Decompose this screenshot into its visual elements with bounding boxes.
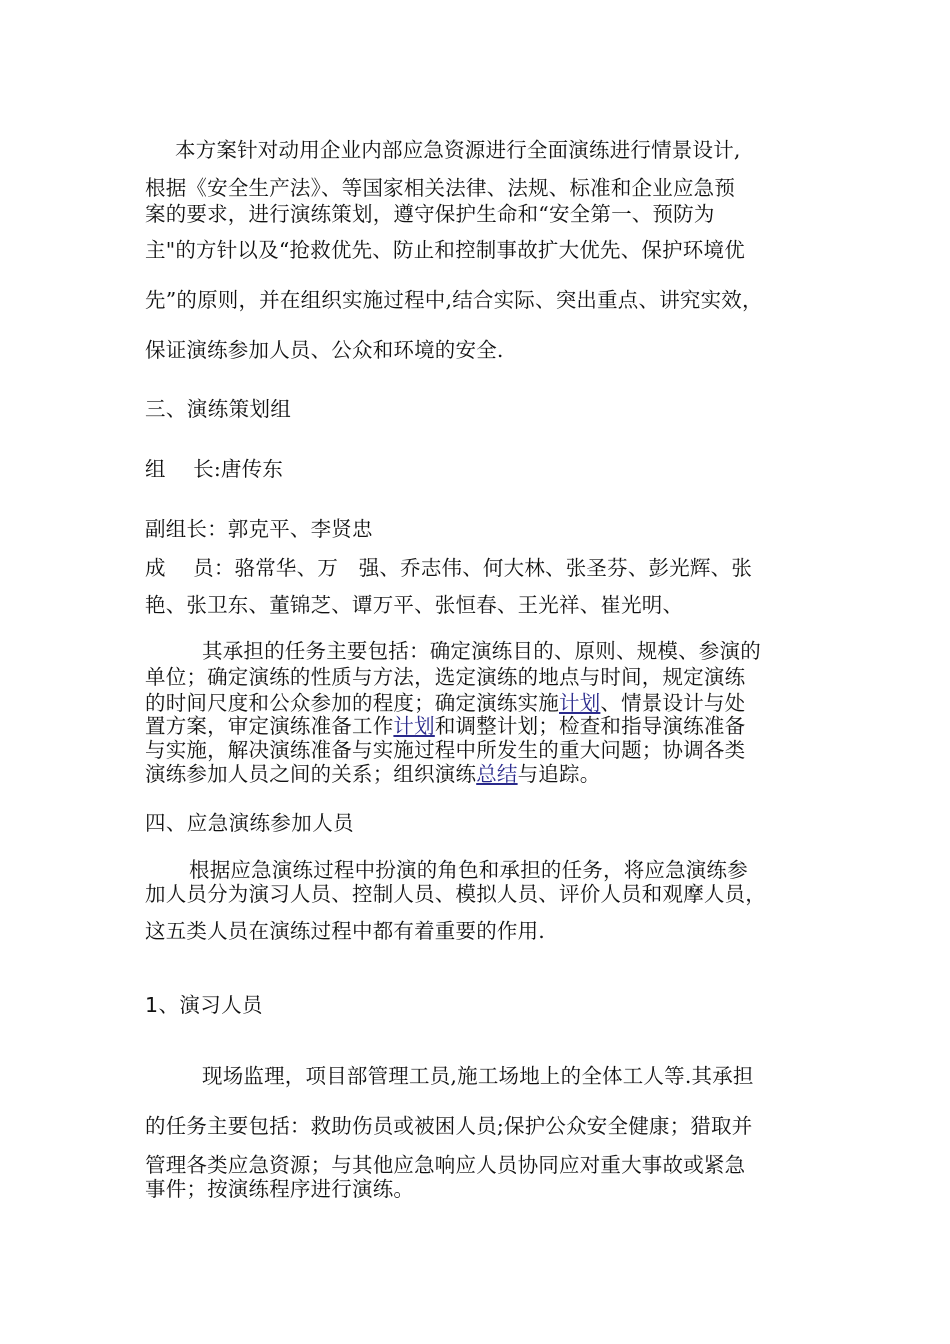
intro-line-5: 先”的原则，并在组织实施过程中,结合实际、突出重点、讲究实效， <box>145 288 763 312</box>
subsection-1-number: 1 <box>145 993 159 1017</box>
section-4-line-2: 加人员分为演习人员、控制人员、模拟人员、评价人员和观摩人员， <box>145 882 766 906</box>
plan-link[interactable]: 计划 <box>559 691 601 715</box>
subsection-1-line-3: 管理各类应急资源；与其他应急响应人员协同应对重大事故或紧急 <box>145 1153 746 1177</box>
subsection-1-label: 、演习人员 <box>158 993 263 1017</box>
subsection-1-line-4: 事件；按演练程序进行演练。 <box>145 1177 415 1201</box>
tasks-line-6 <box>145 761 600 787</box>
group-leader: 组 长:唐传东 <box>145 457 284 481</box>
intro-line-3: 案的要求，进行演练策划，遵守保护生命和“安全第一、预防为 <box>145 202 715 226</box>
members-line-1: 成 员：骆常华、万 强、乔志伟、何大林、张圣芬、彭光辉、张 <box>145 556 753 580</box>
tasks-line-1: 其承担的任务主要包括：确定演练目的、原则、规模、参演的 <box>202 639 761 663</box>
tasks-line-2: 单位；确定演练的性质与方法，选定演练的地点与时间，规定演练 <box>145 665 746 689</box>
tasks-line-4-tail: 和调整计划；检查和指导演练准备 <box>434 714 746 738</box>
deputy-leader: 副组长：郭克平、李贤忠 <box>145 517 373 541</box>
members-line-2: 艳、张卫东、董锦芝、谭万平、张恒春、王光祥、崔光明、 <box>145 593 684 617</box>
tasks-line-4-text: 置方案，审定演练准备工作 <box>145 714 394 738</box>
plan-link-2[interactable]: 计划 <box>393 714 435 738</box>
subsection-1-title <box>145 992 263 1018</box>
section-3-title: 三、演练策划组 <box>145 397 292 421</box>
section-4-line-3: 这五类人员在演练过程中都有着重要的作用. <box>145 919 546 943</box>
tasks-line-5: 与实施，解决演练准备与实施过程中所发生的重大问题；协调各类 <box>145 738 746 762</box>
intro-line-6: 保证演练参加人员、公众和环境的安全. <box>145 338 504 362</box>
subsection-1-line-2: 的任务主要包括：救助伤员或被困人员;保护公众安全健康；猎取并 <box>145 1114 753 1138</box>
tasks-line-6-text: 演练参加人员之间的关系；组织演练 <box>145 762 477 786</box>
summary-link[interactable]: 总结 <box>476 762 518 786</box>
section-4-title: 四、应急演练参加人员 <box>145 811 354 835</box>
tasks-line-3-text: 的时间尺度和公众参加的程度；确定演练实施 <box>145 691 559 715</box>
tasks-line-4 <box>145 713 745 739</box>
tasks-line-3-tail: 、情景设计与处 <box>600 691 746 715</box>
intro-line-2: 根据《安全生产法》、等国家相关法律、法规、标准和企业应急预 <box>145 176 736 200</box>
section-4-line-1: 根据应急演练过程中扮演的角色和承担的任务，将应急演练参 <box>189 858 748 882</box>
subsection-1-line-1: 现场监理，项目部管理工员,施工场地上的全体工人等.其承担 <box>202 1064 754 1088</box>
intro-line-4: 主"的方针以及“抢救优先、防止和控制事故扩大优先、保护环境优 <box>145 238 745 262</box>
tasks-line-6-tail: 与追踪。 <box>517 762 601 786</box>
intro-line-1: 本方案针对动用企业内部应急资源进行全面演练进行情景设计, <box>175 138 741 162</box>
